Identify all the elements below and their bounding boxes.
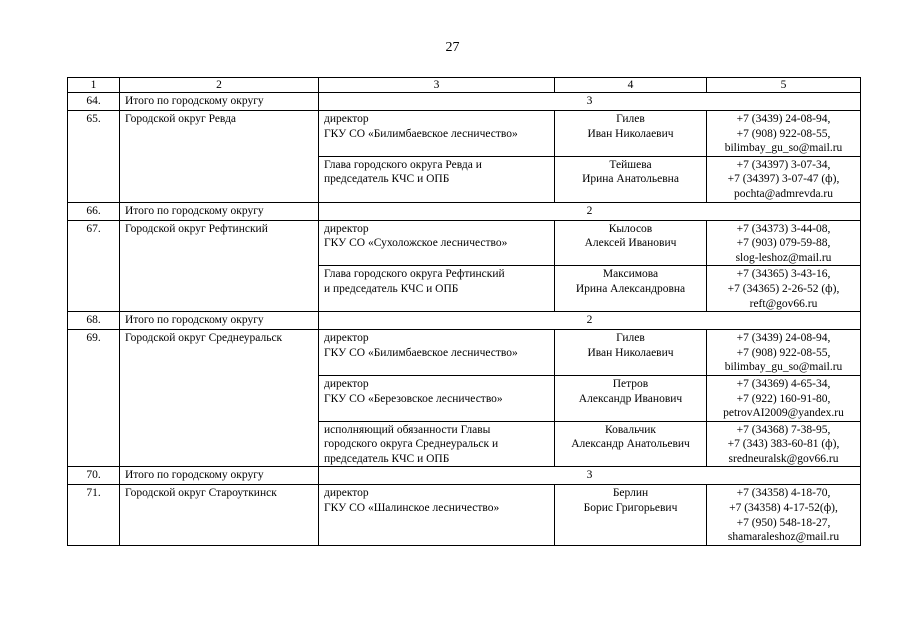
cell-line: исполняющий обязанности Главы	[324, 423, 491, 436]
position-cell	[319, 156, 555, 202]
total-label: Итого по городскому округу	[120, 467, 319, 485]
cell-line: sredneuralsk@gov66.ru	[728, 452, 839, 465]
position-cell	[319, 485, 555, 545]
row-number: 66.	[68, 202, 120, 220]
cell-line: shamaraleshoz@mail.ru	[727, 531, 840, 544]
cell-line: Иван Николаевич	[587, 127, 674, 140]
cell-line: +7 (950) 548-18-27,	[736, 516, 831, 529]
cell-line: ГКУ СО «Сухоложское лесничество»	[324, 237, 508, 250]
cell-line: ГКУ СО «Билимбаевское лесничество»	[324, 346, 518, 359]
contacts-cell	[707, 330, 861, 376]
district-name: Городской округ Рефтинский	[120, 220, 319, 312]
position-cell	[319, 421, 555, 467]
cell-line: Тейшева	[609, 158, 652, 171]
cell-line: городского округа Среднеуральск и	[324, 438, 499, 451]
cell-line: +7 (903) 079-59-88,	[736, 237, 831, 250]
cell-line: +7 (908) 922-08-55,	[736, 127, 831, 140]
contacts-cell	[707, 421, 861, 467]
person-cell	[555, 266, 707, 312]
page-number: 27	[445, 40, 460, 55]
position-cell	[319, 375, 555, 421]
cell-line: Борис Григорьевич	[583, 502, 678, 515]
cell-line: Иван Николаевич	[587, 346, 674, 359]
column-header: 2	[120, 78, 319, 93]
cell-line: председатель КЧС и ОПБ	[324, 173, 450, 186]
cell-line: Александр Анатольевич	[571, 438, 690, 451]
table-row	[68, 330, 861, 376]
cell-line: +7 (34373) 3-44-08,	[736, 222, 831, 235]
cell-line: Глава городского округа Ревда и	[324, 158, 482, 171]
position-cell	[319, 220, 555, 266]
table-row	[68, 220, 861, 266]
district-name: Городской округ Староуткинск	[120, 485, 319, 545]
person-cell	[555, 330, 707, 376]
position-cell	[319, 111, 555, 157]
contacts-cell	[707, 375, 861, 421]
total-label: Итого по городскому округу	[120, 202, 319, 220]
cell-line: Ирина Александровна	[575, 282, 686, 295]
cell-line: Глава городского округа Рефтинский	[324, 268, 505, 281]
district-name: Городской округ Среднеуральск	[120, 330, 319, 467]
cell-line: +7 (34397) 3-07-47 (ф),	[727, 173, 840, 186]
cell-line: ГКУ СО «Березовское лесничество»	[324, 392, 503, 405]
contacts-cell	[707, 485, 861, 545]
cell-line: Ирина Анатольевна	[582, 173, 679, 186]
total-row	[68, 312, 861, 330]
total-count: 3	[319, 467, 861, 485]
cell-line: Ковальчик	[605, 423, 656, 436]
cell-line: +7 (34358) 4-18-70,	[736, 487, 831, 500]
cell-line: Максимова	[602, 268, 659, 281]
cell-line: +7 (908) 922-08-55,	[736, 346, 831, 359]
cell-line: petrovAI2009@yandex.ru	[723, 407, 844, 420]
cell-line: директор	[324, 487, 369, 500]
cell-line: и председатель КЧС и ОПБ	[324, 282, 459, 295]
row-number: 64.	[68, 93, 120, 111]
person-cell	[555, 485, 707, 545]
total-row	[68, 93, 861, 111]
position-cell	[319, 330, 555, 376]
cell-line: Петров	[612, 377, 649, 390]
cell-line: +7 (34397) 3-07-34,	[736, 158, 831, 171]
cell-line: +7 (34365) 3-43-16,	[736, 268, 831, 281]
cell-line: Берлин	[612, 487, 649, 500]
cell-line: Гилев	[616, 332, 645, 345]
total-row	[68, 202, 861, 220]
row-number: 71.	[68, 485, 120, 545]
cell-line: директор	[324, 332, 369, 345]
table-row	[68, 111, 861, 157]
column-header: 4	[555, 78, 707, 93]
total-count: 2	[319, 312, 861, 330]
column-header: 3	[319, 78, 555, 93]
cell-line: Кылосов	[608, 222, 653, 235]
cell-line: slog-leshoz@mail.ru	[735, 251, 832, 264]
cell-line: +7 (34368) 7-38-95,	[736, 423, 831, 436]
person-cell	[555, 375, 707, 421]
total-count: 3	[319, 93, 861, 111]
row-number: 69.	[68, 330, 120, 467]
cell-line: +7 (3439) 24-08-94,	[736, 113, 831, 125]
cell-line: +7 (922) 160-91-80,	[736, 392, 831, 405]
table-row	[68, 485, 861, 545]
cell-line: +7 (34369) 4-65-34,	[736, 377, 831, 390]
row-number: 65.	[68, 111, 120, 203]
cell-line: Александр Иванович	[578, 392, 683, 405]
cell-line: председатель КЧС и ОПБ	[324, 452, 450, 465]
cell-line: директор	[324, 377, 369, 390]
person-cell	[555, 220, 707, 266]
cell-line: pochta@admrevda.ru	[733, 187, 834, 200]
contacts-cell	[707, 111, 861, 157]
row-number: 68.	[68, 312, 120, 330]
contacts-cell	[707, 156, 861, 202]
column-header: 5	[707, 78, 861, 93]
cell-line: Гилев	[616, 113, 645, 125]
cell-line: reft@gov66.ru	[749, 297, 818, 310]
row-number: 70.	[68, 467, 120, 485]
person-cell	[555, 421, 707, 467]
contacts-table	[67, 77, 861, 546]
contacts-cell	[707, 266, 861, 312]
cell-line: Алексей Иванович	[584, 237, 677, 250]
cell-line: bilimbay_gu_so@mail.ru	[724, 142, 843, 155]
position-cell	[319, 266, 555, 312]
cell-line: +7 (34358) 4-17-52(ф),	[729, 502, 838, 515]
person-cell	[555, 111, 707, 157]
cell-line: ГКУ СО «Билимбаевское лесничество»	[324, 127, 518, 140]
cell-line: +7 (3439) 24-08-94,	[736, 332, 831, 345]
total-label: Итого по городскому округу	[120, 312, 319, 330]
total-count: 2	[319, 202, 861, 220]
district-name: Городской округ Ревда	[120, 111, 319, 203]
cell-line: +7 (343) 383-60-81 (ф),	[727, 438, 840, 451]
row-number: 67.	[68, 220, 120, 312]
contacts-cell	[707, 220, 861, 266]
column-header: 1	[68, 78, 120, 93]
cell-line: директор	[324, 222, 369, 235]
person-cell	[555, 156, 707, 202]
cell-line: ГКУ СО «Шалинское лесничество»	[324, 502, 500, 515]
cell-line: bilimbay_gu_so@mail.ru	[724, 361, 843, 374]
cell-line: директор	[324, 113, 369, 125]
cell-line: +7 (34365) 2-26-52 (ф),	[727, 282, 840, 295]
header-row	[68, 78, 861, 93]
total-row	[68, 467, 861, 485]
total-label: Итого по городскому округу	[120, 93, 319, 111]
